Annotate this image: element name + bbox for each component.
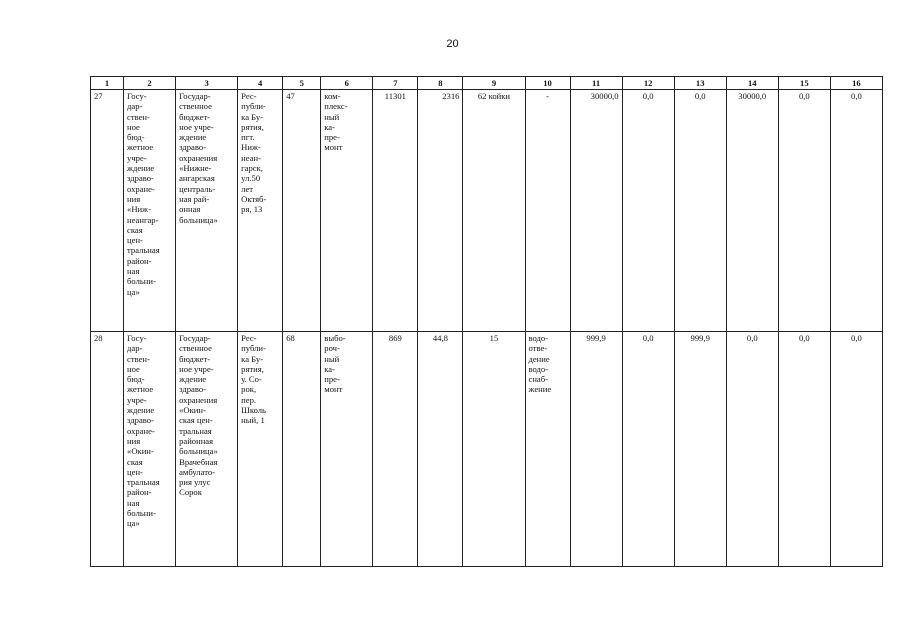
table-cell: ком- плекс- ный ка- пре- монт — [321, 90, 373, 332]
table-cell: Государ- ственное бюджет- ное учре- ждение здраво- охранения «Окин- ская цен- тральная районная больница» Врачебная амбулато- рия улус Сорок — [176, 332, 238, 567]
column-header: 1 — [91, 77, 124, 90]
column-header: 4 — [238, 77, 283, 90]
column-header: 15 — [778, 77, 830, 90]
table-cell: 0,0 — [830, 332, 882, 567]
table-cell: 30000,0 — [726, 90, 778, 332]
table-cell: 0,0 — [622, 332, 674, 567]
table-cell: 999,9 — [674, 332, 726, 567]
column-header: 6 — [321, 77, 373, 90]
table-header-row — [91, 77, 883, 90]
table-cell: 68 — [283, 332, 321, 567]
table-cell: 999,9 — [570, 332, 622, 567]
table-cell: Рес- публи- ка Бу- рятия, у. Со- рок, пер. Школь ный, 1 — [238, 332, 283, 567]
table-cell: 0,0 — [778, 332, 830, 567]
table-cell: 27 — [91, 90, 124, 332]
table-cell: 2316 — [418, 90, 463, 332]
table-cell: 44,8 — [418, 332, 463, 567]
table-cell: Госу- дар- ствен- ное бюд- жетное учре- ждение здраво- охране- ния «Окин- ская цен- тральная район- ная больни- ца» — [124, 332, 176, 567]
table-cell: 0,0 — [726, 332, 778, 567]
table-cell: - — [525, 90, 570, 332]
data-table — [90, 76, 883, 567]
table-row — [91, 332, 883, 567]
column-header: 14 — [726, 77, 778, 90]
column-header: 9 — [463, 77, 525, 90]
column-header: 3 — [176, 77, 238, 90]
table-cell: 47 — [283, 90, 321, 332]
table-cell: 11301 — [373, 90, 418, 332]
table-cell: 62 койки — [463, 90, 525, 332]
table-cell: 0,0 — [622, 90, 674, 332]
table-cell: Госу- дар- ствен- ное бюд- жетное учре- ждение здраво- охране- ния «Ниж- неангар- ская цен- тральная район- ная больни- ца» — [124, 90, 176, 332]
column-header: 13 — [674, 77, 726, 90]
column-header: 2 — [124, 77, 176, 90]
column-header: 8 — [418, 77, 463, 90]
column-header: 11 — [570, 77, 622, 90]
table-cell: водо- отве- дение водо- снаб- жение — [525, 332, 570, 567]
column-header: 7 — [373, 77, 418, 90]
table-cell: Государ- ственное бюджет- ное учре- ждение здраво- охранения «Нижне- ангарская централь- ная рай- онная больница» — [176, 90, 238, 332]
table-cell: 30000,0 — [570, 90, 622, 332]
column-header: 12 — [622, 77, 674, 90]
table-cell: 0,0 — [674, 90, 726, 332]
table-cell: 15 — [463, 332, 525, 567]
table-cell: 0,0 — [778, 90, 830, 332]
table-cell: 28 — [91, 332, 124, 567]
table-cell: выбо- роч- ный ка- пре- монт — [321, 332, 373, 567]
column-header: 5 — [283, 77, 321, 90]
page-number: 20 — [446, 38, 459, 50]
table-cell: 869 — [373, 332, 418, 567]
table-row — [91, 90, 883, 332]
column-header: 16 — [830, 77, 882, 90]
table-cell: 0,0 — [830, 90, 882, 332]
table-cell: Рес- публи- ка Бу- рятия, пгт. Ниж- неан- гарск, ул.50 лет Октяб- ря, 13 — [238, 90, 283, 332]
column-header: 10 — [525, 77, 570, 90]
